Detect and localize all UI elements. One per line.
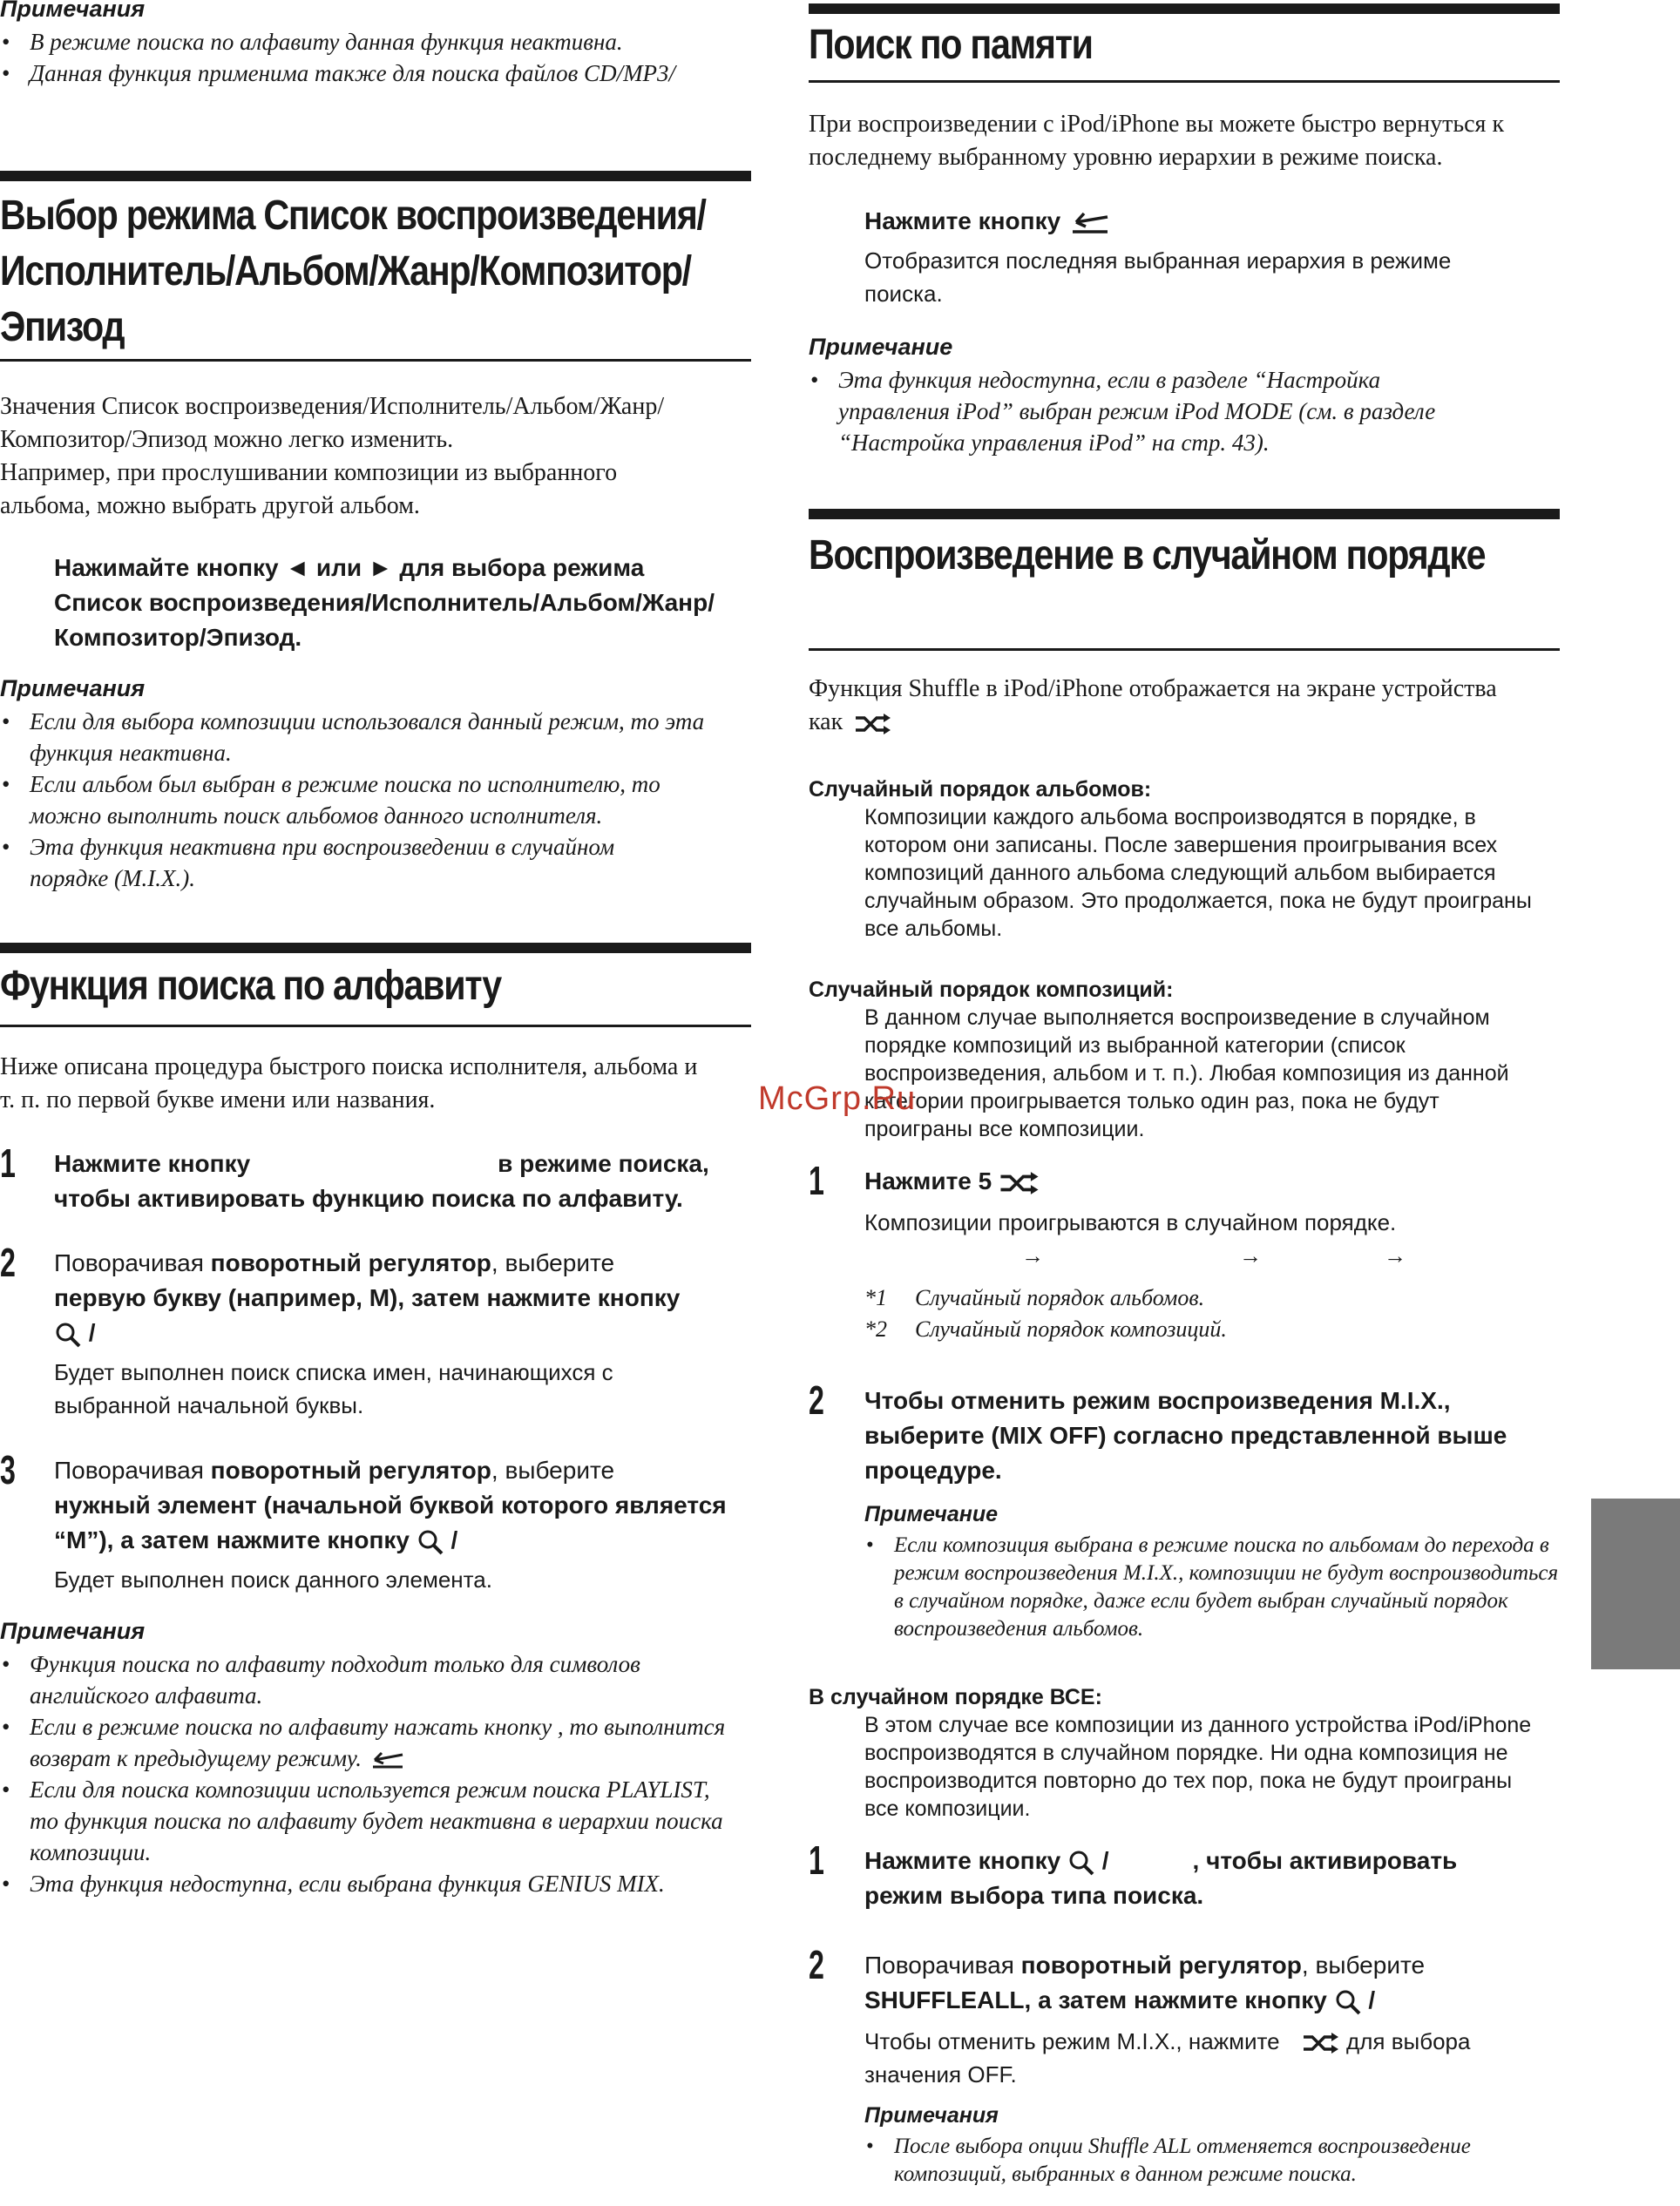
all-line: воспроизводится повторно до тех пор, пока не будут проиграны [864, 1769, 1513, 1793]
shuffle-icon [854, 713, 892, 735]
shuffle-section-title: Воспроизведение в случайном порядке [809, 532, 1486, 579]
step-text: в режиме поиска, [498, 1150, 709, 1177]
memory-notes [809, 333, 1560, 458]
footnote-mark: *1 [864, 1285, 887, 1310]
paragraph-line: Значения Список воспроизведения/Исполнитель/Альбом/Жанр/ [0, 393, 665, 420]
footnote-text: Случайный порядок композиций. [915, 1316, 1227, 1342]
step-text: Поворачивая [864, 1952, 1021, 1979]
instruction-line: Список воспроизведения/Исполнитель/Альбом/Жанр/ [54, 589, 715, 616]
memory-paragraph [809, 108, 1560, 174]
instruction-line: Нажимайте кнопку ◄ или ► для выбора режима [54, 554, 645, 581]
albums-line: все альбомы. [864, 917, 1003, 941]
top-notes [0, 0, 749, 89]
notes-heading: Примечания [0, 1618, 146, 1644]
step-sub-text: Чтобы отменить режим M.I.X., нажмите [864, 2028, 1280, 2054]
step-text: поворотный регулятор [210, 1249, 491, 1276]
step-number: 2 [0, 1240, 16, 1285]
step-text: поворотный регулятор [1020, 1952, 1302, 1979]
note-item: • Эта функция недоступна, если в разделе “Настройка управления iPod” выбран режим iPod MODE (см. в разделе “Настройка управления iPod” на стр. 43). [809, 364, 1560, 458]
notes-heading: Примечания [864, 2103, 999, 2128]
mode-arrow-sequence [864, 1239, 1560, 1272]
step-text: Чтобы отменить режим воспроизведения M.I.X., [864, 1387, 1451, 1414]
note-item: • Если композиция выбрана в режиме поиска по альбомам до перехода в режим воспроизведения M.I.X., композиции не будут воспроизводиться в случайном порядке, даже если будет выбран случайный порядок воспроизведения альбомов. [864, 1532, 1560, 1643]
albums-line: котором они записаны. После завершения проигрывания всех [864, 833, 1498, 857]
step-number: 1 [809, 1837, 824, 1883]
note-text: Если в режиме поиска по алфавиту нажать кнопку , то выполнится возврат к предыдущему режиму. [30, 1714, 726, 1771]
memory-section-header [809, 3, 1560, 83]
note-item: • Эта функция недоступна, если выбрана функция GENIUS MIX. [0, 1868, 751, 1899]
songs-line: В данном случае выполняется воспроизведение в случайном [864, 1005, 1490, 1030]
shuffle-all-step-2 [809, 1942, 1560, 2189]
shuffle-step-1 [809, 1158, 1560, 1345]
all-line: воспроизводятся в случайном порядке. Ни одна композиция не [864, 1741, 1508, 1765]
alpha-paragraph [0, 1051, 751, 1117]
shuffle-all-step-1 [809, 1837, 1560, 1913]
paragraph-line: последнему выбранному уровню иерархии в режиме поиска. [809, 144, 1443, 171]
note-item: • Функция поиска по алфавиту подходит только для символов английского алфавита. [0, 1648, 751, 1711]
step-text: / [88, 1319, 96, 1346]
note-item [0, 1711, 751, 1774]
step-sub-text: Будет выполнен поиск данного элемента. [54, 1567, 492, 1593]
albums-line: композиций данного альбома следующий альбом выбирается [864, 861, 1496, 885]
shuffle-albums [809, 775, 1560, 943]
mode-section-title [0, 188, 749, 355]
step-number: 2 [809, 1942, 824, 1987]
instruction-sub: поиска. [864, 281, 943, 307]
mode-section-paragraph [0, 390, 751, 523]
alpha-notes [0, 1617, 751, 1899]
note-item: • Если для поиска композиции используется режим поиска PLAYLIST, то функция поиска по алфавиту будет неактивна в иерархии поиска композиции. [0, 1774, 751, 1868]
back-icon [371, 1751, 404, 1770]
step-number: 1 [0, 1140, 16, 1186]
step-text: SHUFFLEALL, а затем нажмите кнопку [864, 1986, 1327, 2013]
footnote-mark: *2 [864, 1316, 887, 1342]
albums-line: Композиции каждого альбома воспроизводятся в порядке, в [864, 805, 1476, 829]
all-line: все композиции. [864, 1797, 1031, 1821]
step-text: , выберите [491, 1249, 615, 1276]
notes-heading: Примечания [0, 675, 146, 701]
alpha-section-title: Функция поиска по алфавиту [0, 963, 501, 1009]
shuffle-paragraph [809, 673, 1560, 739]
search-icon [1067, 1849, 1095, 1877]
step-text: , выберите [1301, 1952, 1426, 1979]
step-text: Поворачивая [54, 1457, 211, 1484]
step-number: 3 [0, 1447, 16, 1492]
step-text: Нажмите кнопку [54, 1150, 251, 1177]
search-icon [54, 1321, 82, 1349]
step-text: режим выбора типа поиска. [864, 1882, 1204, 1909]
title-line: Исполнитель/Альбом/Жанр/Композитор/ [0, 248, 691, 294]
mode-section-header [0, 171, 751, 362]
alpha-step-1 [0, 1140, 751, 1216]
notes-heading: Примечание [809, 334, 953, 360]
alpha-step-3 [0, 1447, 751, 1596]
step-text: / [450, 1526, 458, 1553]
search-icon [417, 1528, 444, 1556]
memory-instruction [864, 204, 1560, 310]
memory-section-title: Поиск по памяти [809, 22, 1093, 68]
step-sub-text: Композиции проигрываются в случайном порядке. [864, 1209, 1397, 1235]
paragraph-line: альбома, можно выбрать другой альбом. [0, 492, 420, 519]
songs-line: категории проигрывается только один раз, пока не будут [864, 1089, 1440, 1113]
paragraph-line: Функция Shuffle в iPod/iPhone отображается на экране устройства [809, 675, 1497, 702]
step-text: “M”), а затем нажмите кнопку [54, 1526, 410, 1553]
songs-line: проиграны все композиции. [864, 1117, 1145, 1141]
mode-notes [0, 674, 751, 894]
instruction-sub: Отобразится последняя выбранная иерархия в режиме [864, 247, 1452, 274]
watermark: McGrp.Ru [758, 1080, 917, 1117]
footnote-text: Случайный порядок альбомов. [915, 1285, 1205, 1310]
note-item: • В режиме поиска по алфавиту данная функция неактивна. [0, 26, 749, 58]
back-icon [1071, 211, 1109, 235]
mode-instruction [54, 551, 751, 655]
notes-heading: Примечание [864, 1502, 999, 1526]
step-text: поворотный регулятор [210, 1457, 491, 1484]
albums-heading: Случайный порядок альбомов: [809, 777, 1152, 802]
step-sub-text: выбранной начальной буквы. [54, 1392, 364, 1418]
step-text: процедуре. [864, 1457, 1002, 1484]
search-icon [1334, 1988, 1362, 2016]
instruction-line: Композитор/Эпизод. [54, 624, 302, 651]
note-item: • Если для выбора композиции использовался данный режим, то эта функция неактивна. [0, 706, 751, 768]
shuffle-icon [1302, 2032, 1340, 2054]
arrow: → [1239, 1242, 1262, 1269]
shuffle-songs [809, 976, 1560, 1143]
title-line: Эпизод [0, 304, 125, 350]
songs-line: воспроизведения, альбом и т. п.). Любая композиция из данной [864, 1061, 1509, 1086]
step-sub-text: значения OFF. [864, 2061, 1017, 2088]
all-line: В этом случае все композиции из данного устройства iPod/iPhone [864, 1713, 1532, 1737]
step-number: 2 [809, 1377, 824, 1423]
note-item: • Если альбом был выбран в режиме поиска по исполнителю, то можно выполнить поиск альбомов данного исполнителя. [0, 768, 751, 831]
step-text: первую букву (например, M), затем нажмите кнопку [54, 1284, 681, 1311]
paragraph-line: Ниже описана процедура быстрого поиска исполнителя, альбома и [0, 1053, 698, 1080]
page-thumb-tab [1591, 1499, 1680, 1669]
step-text: / [1101, 1847, 1109, 1874]
step-text: выберите (MIX OFF) согласно представленной выше [864, 1422, 1507, 1449]
arrow: → [1384, 1242, 1406, 1269]
step-text: / [1368, 1986, 1376, 2013]
paragraph-line: т. п. по первой букве имени или названия. [0, 1086, 436, 1113]
songs-line: порядке композиций из выбранной категории (список [864, 1033, 1406, 1058]
step-sub-text: для выбора [1346, 2028, 1471, 2054]
note-item: • Эта функция неактивна при воспроизведении в случайном порядке (M.I.X.). [0, 831, 751, 894]
step-text: Нажмите кнопку [864, 1847, 1061, 1874]
note-item: • Данная функция применима также для поиска файлов CD/MP3/ [0, 58, 749, 89]
step-sub-text: Будет выполнен поиск списка имен, начинающихся с [54, 1359, 613, 1385]
shuffle-all [809, 1683, 1560, 1823]
instruction-text: Нажмите кнопку [864, 207, 1061, 234]
step-text: , выберите [491, 1457, 615, 1484]
alpha-section-header [0, 943, 751, 1027]
title-line: Выбор режима Список воспроизведения/ [0, 193, 706, 239]
paragraph-line: При воспроизведении с iPod/iPhone вы можете быстро вернуться к [809, 111, 1505, 138]
notes-heading: Примечания [0, 0, 146, 22]
step-text: , чтобы активировать [1192, 1847, 1458, 1874]
paragraph-line: как [809, 708, 843, 735]
songs-heading: Случайный порядок композиций: [809, 978, 1174, 1002]
paragraph-line: Композитор/Эпизод можно легко изменить. [0, 426, 454, 453]
step-text: Нажмите 5 [864, 1167, 992, 1194]
all-heading: В случайном порядке ВСЕ: [809, 1685, 1102, 1709]
paragraph-line: Например, при прослушивании композиции из выбранного [0, 459, 618, 486]
step-text: нужный элемент (начальной буквой которого является [54, 1492, 727, 1519]
step-text: чтобы активировать функцию поиска по алфавиту. [54, 1185, 683, 1212]
step-text: Поворачивая [54, 1249, 211, 1276]
step-number: 1 [809, 1158, 824, 1203]
albums-line: случайным образом. Это продолжается, пока не будут проиграны [864, 889, 1532, 913]
shuffle-section-header [809, 509, 1560, 651]
note-item: • После выбора опции Shuffle ALL отменяется воспроизведение композиций, выбранных в данном режиме поиска. [864, 2133, 1560, 2189]
alpha-step-2 [0, 1240, 751, 1422]
shuffle-icon [999, 1171, 1040, 1195]
shuffle-step-2 [809, 1377, 1560, 1643]
arrow: → [1021, 1242, 1044, 1269]
